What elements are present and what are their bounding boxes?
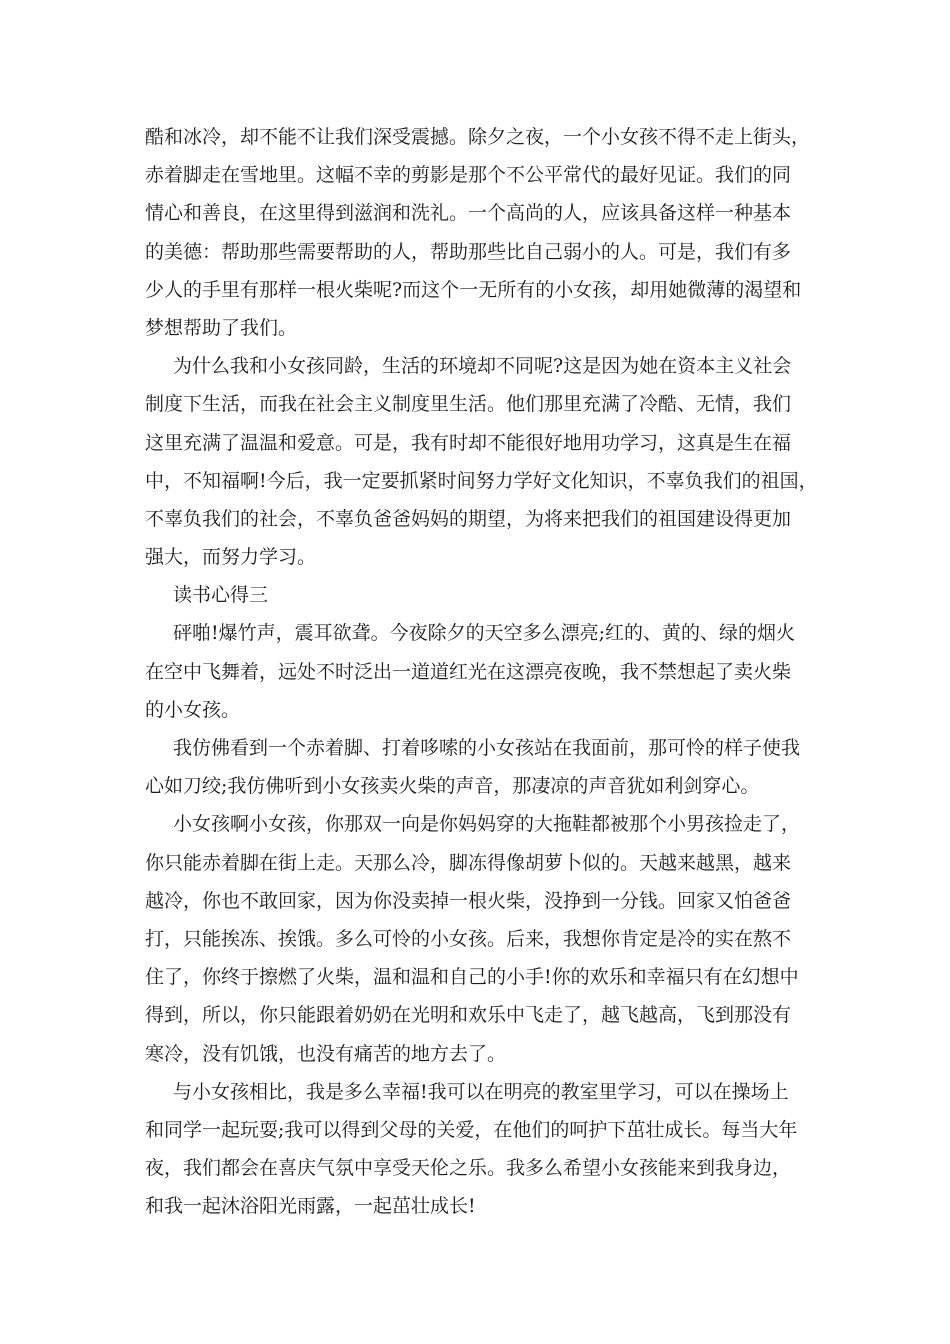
text-line: 和同学一起玩耍;我可以得到父母的关爱，在他们的呵护下茁壮成长。每当大年 [145,1118,798,1141]
text-line: 制度下生活，而我在社会主义制度里生活。他们那里充满了冷酷、无情，我们 [145,393,792,416]
text-line: 与小女孩相比，我是多么幸福!我可以在明亮的教室里学习，可以在操场上 [173,1080,789,1103]
text-line: 这里充满了温温和爱意。可是，我有时却不能很好地用功学习，这真是生在福 [145,431,792,454]
text-line: 中，不知福啊!今后，我一定要抓紧时间努力学好文化知识，不辜负我们的祖国， [145,469,818,492]
text-line: 和我一起沐浴阳光雨露，一起茁壮成长! [145,1195,476,1218]
text-line: 强大，而努力学习。 [145,546,317,569]
text-line: 赤着脚走在雪地里。这幅不幸的剪影是那个不公平常代的最好见证。我们的同 [145,164,792,187]
text-line: 的小女孩。 [145,698,241,721]
text-line: 夜，我们都会在喜庆气氛中享受天伦之乐。我多么希望小女孩能来到我身边， [145,1157,792,1180]
text-line: 酷和冰冷，却不能不让我们深受震撼。除夕之夜，一个小女孩不得不走上街头， [145,126,811,148]
text-line: 砰啪!爆竹声，震耳欲聋。今夜除夕的天空多么漂亮;红的、黄的、绿的烟火 [173,622,796,645]
document-body [145,118,825,1225]
text-line: 住了，你终于擦燃了火柴，温和温和自己的小手!你的欢乐和幸福只有在幻想中 [145,966,799,989]
text-line: 我仿佛看到一个赤着脚、打着哆嗦的小女孩站在我面前，那可怜的样子使我 [173,737,801,759]
text-line: 梦想帮助了我们。 [145,316,298,339]
text-line: 打，只能挨冻、挨饿。多么可怜的小女孩。后来，我想你肯定是冷的实在熬不 [145,927,792,950]
text-line: 少人的手里有那样一根火柴呢?而这个一无所有的小女孩，却用她微薄的渴望和 [145,278,802,301]
text-line: 情心和善良，在这里得到滋润和洗礼。一个高尚的人，应该具备这样一种基本 [145,202,792,225]
text-line: 你只能赤着脚在街上走。天那么冷，脚冻得像胡萝卜似的。天越来越黑，越来 [145,851,792,874]
text-line: 寒冷，没有饥饿，也没有痛苦的地方去了。 [145,1042,507,1065]
text-line: 小女孩啊小女孩，你那双一向是你妈妈穿的大拖鞋都被那个小男孩捡走了， [173,813,801,836]
text-line: 越冷，你也不敢回家，因为你没卖掉一根火柴，没挣到一分钱。回家又怕爸爸 [145,889,792,912]
text-line: 心如刀绞;我仿佛听到小女孩卖火柴的声音，那凄凉的声音犹如利剑穿心。 [145,775,760,798]
text-line: 在空中飞舞着，远处不时泛出一道道红光在这漂亮夜晚，我不禁想起了卖火柴 [145,660,792,683]
text-line: 为什么我和小女孩同龄，生活的环境却不同呢?这是因为她在资本主义社会 [173,355,792,378]
text-line: 得到，所以，你只能跟着奶奶在光明和欢乐中飞走了，越飞越高，飞到那没有 [145,1004,792,1027]
text-line: 读书心得三 [173,584,269,607]
text-line: 的美德：帮助那些需要帮助的人，帮助那些比自己弱小的人。可是，我们有多 [145,240,792,263]
text-line: 不辜负我们的社会，不辜负爸爸妈妈的期望，为将来把我们的祖国建设得更加 [145,507,792,530]
